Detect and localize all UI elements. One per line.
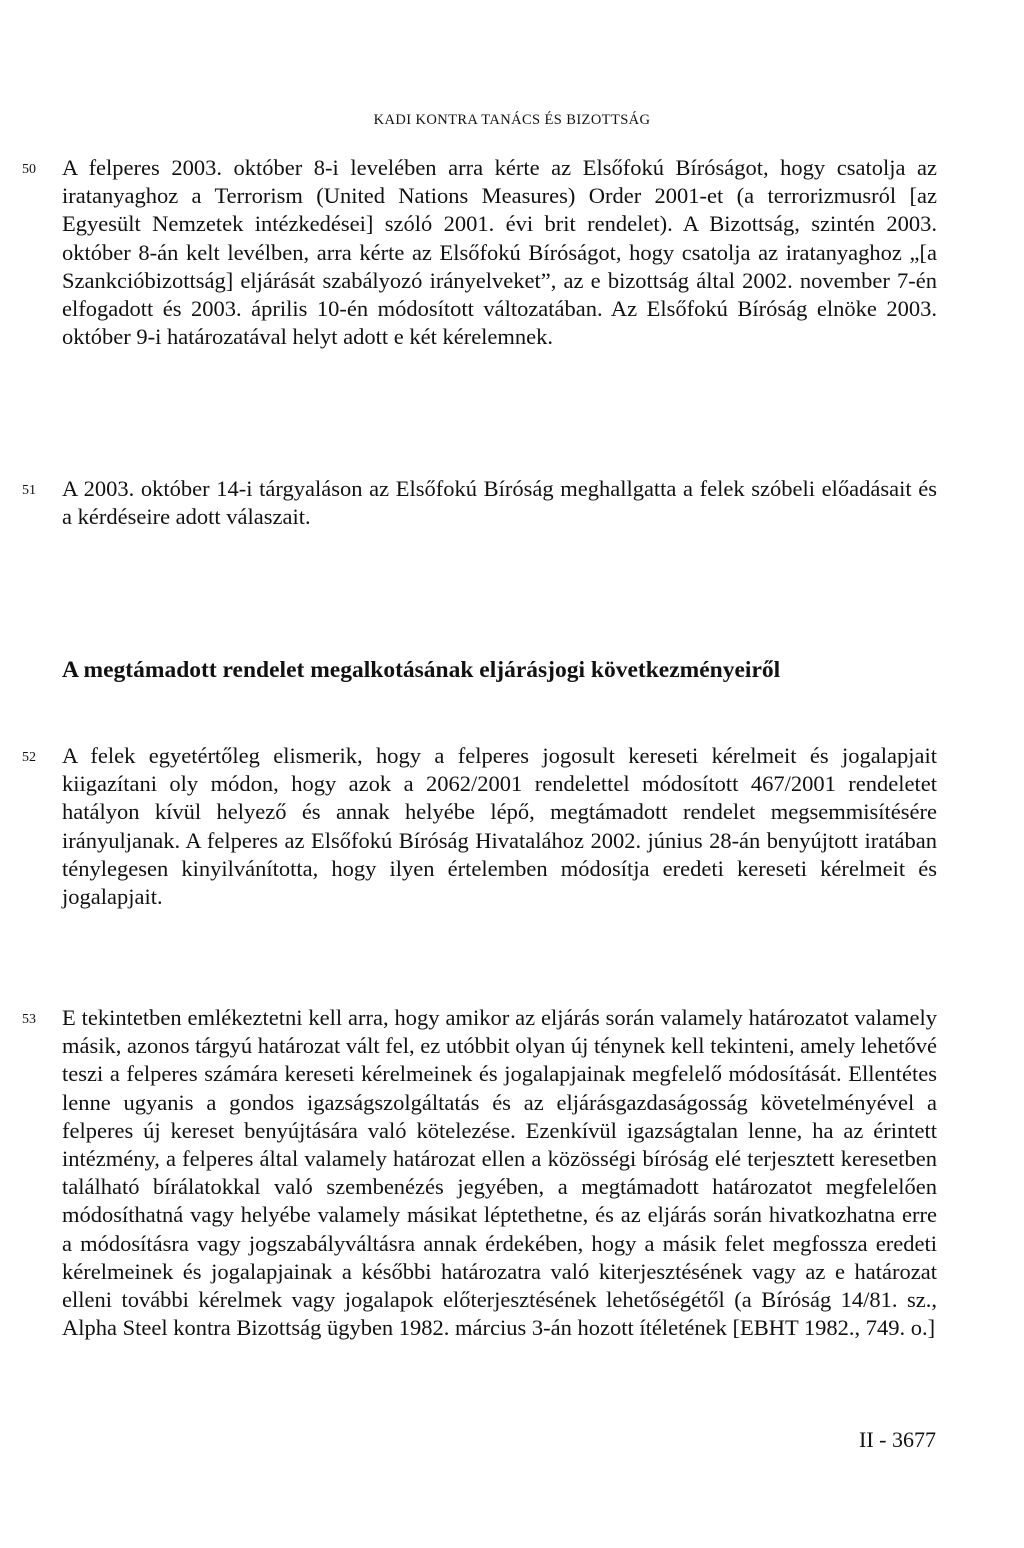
paragraph-number: 53	[22, 1012, 36, 1027]
section-heading: A megtámadott rendelet megalkotásának eljárásjogi következményeiről	[62, 657, 781, 683]
paragraph-text: A felek egyetértőleg elismerik, hogy a felperes jogosult kereseti kérelmeit és jogalapjait kiigazítani oly módon, hogy azok a 2062/2001 rendelettel módosított 467/2001 rendeletet hatályon kívül helyező és annak helyébe lépő, megtámadott rendelet megsemmisítésére irányuljanak. A felperes az Elsőfokú Bíróság Hivatalához 2002. június 28-án benyújtott iratában ténylegesen kinyilvánította, hogy ilyen értelemben módosítja eredeti kereseti kérelmeit és jogalapjait.	[62, 743, 937, 910]
running-header: KADI KONTRA TANÁCS ÉS BIZOTTSÁG	[373, 112, 651, 128]
paragraph-text: A felperes 2003. október 8-i levelében arra kérte az Elsőfokú Bíróságot, hogy csatolja az iratanyaghoz a Terrorism (United Nations Measures) Order 2001-et (a terrorizmusról [az Egyesült Nemzetek intézkedései] szóló 2001. évi brit rendelet). A Bizottság, szintén 2003. október 8-án kelt levélben, arra kérte az Elsőfokú Bíróságot, hogy csatolja az iratanyaghoz „[a Szankcióbizottság] eljárását szabályozó irányelveket”, az e bizottság által 2002. november 7-én elfogadott és 2003. április 10-én módosított változatában. Az Elsőfokú Bíróság elnöke 2003. október 9-i határozatával helyt adott e két kérelemnek.	[62, 155, 937, 350]
paragraph-text: E tekintetben emlékeztetni kell arra, hogy amikor az eljárás során valamely határozatot valamely másik, azonos tárgyú határozat vált fel, ez utóbbit olyan új ténynek kell tekinteni, amely lehetővé teszi a felperes számára kereseti kérelmeinek és jogalapjainak megfelelő módosítását. Ellentétes lenne ugyanis a gondos igazságszolgáltatás és az eljárásgazdaságosság követelményével a felperes új kereset benyújtására való kötelezése. Ezenkívül igazságtalan lenne, ha az érintett intézmény, a felperes által valamely határozat ellen a közösségi bíróság elé terjesztett keresetben található bírálatokkal való szembenézés jegyében, a megtámadott határozatot megfelelően módosíthatná vagy helyébe valamely másikat léptethetne, és az eljárás során hivatkozhatna erre a módosításra vagy jogszabályváltásra annak érdekében, hogy a másik felet megfossza eredeti kérelmeinek és jogalapjainak a későbbi határozatra való kiterjesztésének vagy az e határozat elleni további kérelmek vagy jogalapok előterjesztésének lehetőségétől (a Bíróság 14/81. sz., Alpha Steel kontra Bizottság ügyben 1982. március 3-án hozott ítéletének [EBHT 1982., 749. o.]	[62, 1005, 937, 1341]
page-number: II - 3677	[859, 1427, 936, 1452]
paragraph-text: A 2003. október 14-i tárgyaláson az Elsőfokú Bíróság meghallgatta a felek szóbeli előadásait és a kérdéseire adott válaszait.	[62, 476, 937, 530]
paragraph-number: 52	[22, 750, 36, 765]
paragraph-number: 51	[22, 483, 36, 498]
paragraph-number: 50	[22, 162, 36, 177]
